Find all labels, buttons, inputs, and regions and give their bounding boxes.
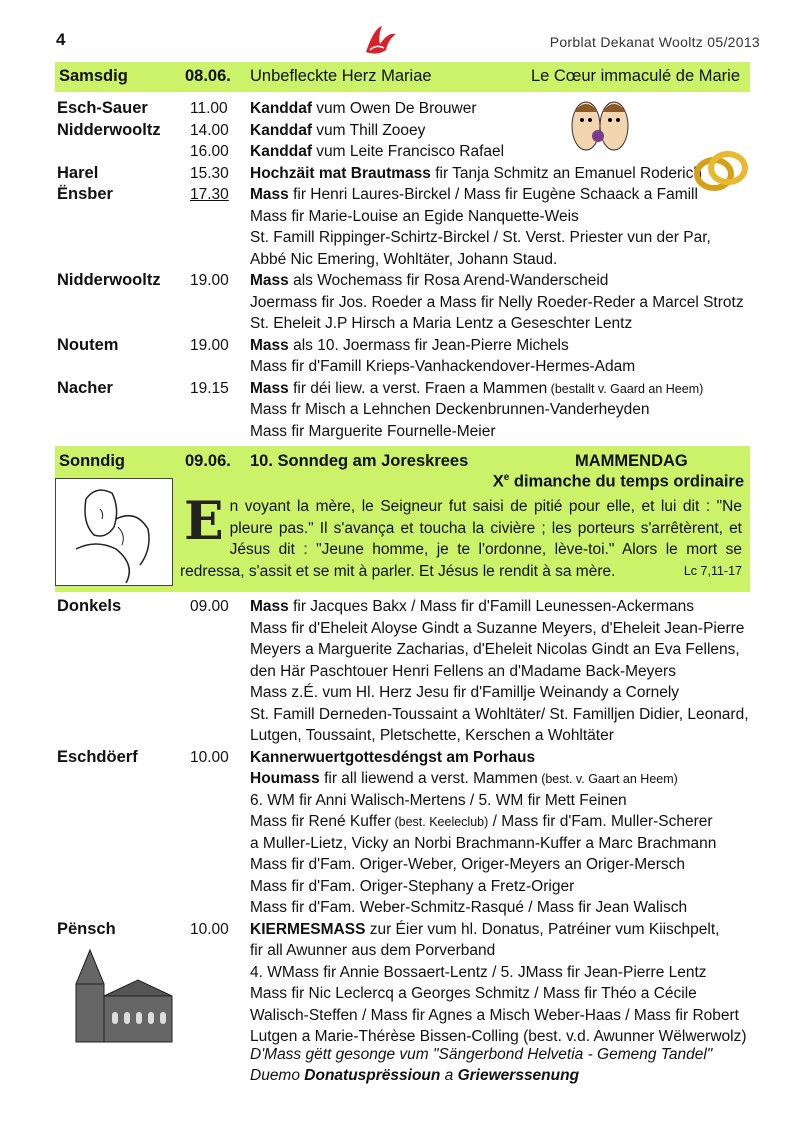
entry-text <box>250 725 614 747</box>
entry-text <box>250 962 707 984</box>
time-label: 16.00 <box>190 143 229 160</box>
entry-text <box>250 876 574 898</box>
entry-bold: Mass <box>250 272 289 289</box>
entry-rest: Joermass fir Jos. Roeder a Mass fir Nelly Roeder-Reder a Marcel Strotz <box>250 293 744 311</box>
entry-rest: Mass fir d'Fam. Origer-Stephany a Fretz-Origer <box>250 877 575 895</box>
dove-logo-icon <box>360 22 400 58</box>
time-label: 19.15 <box>190 379 229 397</box>
entry-rest: Mass fr Misch a Lehnchen Deckenbrunnen-Vanderheyden <box>250 401 650 418</box>
entry-text <box>250 747 535 769</box>
entry-rest: fir Tanja Schmitz an Emanuel Roderich <box>430 164 702 182</box>
feast-lb: Unbefleckte Herz Mariae <box>250 67 432 85</box>
entry-note: (bestallt v. Gaard an Heem) <box>547 381 704 396</box>
gospel-quote <box>180 491 742 582</box>
entry-text <box>250 421 496 443</box>
entry-rest: Meyers a Marguerite Zacharias, d'Eheleit Nicolas Gindt an Eva Fellens, <box>250 641 740 658</box>
entry-text <box>250 618 744 640</box>
entry-rest: fir déi liew. a verst. Fraen a Mammen <box>288 379 548 397</box>
entry-rest: fir Henri Laures-Birckel / Mass fir Eugène Schaack a Famill <box>288 186 698 203</box>
entry-rest: als 10. Joermass fir Jean-Pierre Michels <box>288 336 569 354</box>
entry-text <box>250 227 711 249</box>
entry-rest: Mass z.É. vum Hl. Herz Jesu fir d'Famillje Weinandy a Cornely <box>250 684 680 701</box>
place-name: Noutem <box>57 335 119 354</box>
entry-rest: Lutgen a Marie-Thérèse Bissen-Colling (best. v.d. Awunner Wëlwerwolz) <box>250 1028 747 1045</box>
entry-rest: St. Famill Derneden-Toussaint a Wohltäter/ St. Familljen Didier, Leonard, <box>250 705 749 723</box>
entry-rest: a Muller-Lietz, Vicky an Norbi Brachmann-Kuffer a Marc Brachmann <box>250 834 717 852</box>
time-label: 10.00 <box>190 920 229 938</box>
entry-rest: Walisch-Steffen / Mass fir Agnes a Misch Weber-Haas / Mass fir Robert <box>250 1006 739 1024</box>
entry-text <box>250 790 627 812</box>
gospel-reference: Lc 7,11-17 <box>683 563 742 578</box>
entry-text <box>250 98 477 120</box>
entry-rest: zur Éier vum hl. Donatus, Patréiner vum Kiischpelt, <box>365 920 720 938</box>
entry-bold: Mass <box>250 336 289 354</box>
place-name: Nidderwooltz <box>57 120 161 139</box>
place-name: Ënsber <box>57 185 113 203</box>
entry-text <box>250 704 749 726</box>
entry-rest: Mass fir Marguerite Fournelle-Meier <box>250 422 496 440</box>
entry-bold: Kanddaf <box>250 100 312 117</box>
entry-rest: als Wochemass fir Rosa Arend-Wanderscheid <box>288 272 609 289</box>
entry-rest: fir all Awunner aus dem Porverband <box>250 942 496 959</box>
sunday-title: 10. Sonndeg am Joreskrees <box>250 452 469 470</box>
time-label: 15.30 <box>190 164 229 182</box>
day-label: Sonndig <box>59 452 125 470</box>
entry-text <box>250 206 579 228</box>
entry-text <box>250 919 719 941</box>
entry-text <box>250 1005 739 1027</box>
wedding-rings-icon <box>692 144 750 198</box>
entry-rest: vum Thill Zooey <box>312 121 426 139</box>
entry-bold: Mass <box>250 186 289 203</box>
day-label: Samsdig <box>59 67 128 85</box>
entry-rest: Mass fir d'Famill Krieps-Vanhackendover-Hermes-Adam <box>250 358 636 375</box>
time-label: 14.00 <box>190 121 229 139</box>
time-label: 10.00 <box>190 748 229 766</box>
entry-bold: Kanddaf <box>250 143 312 160</box>
entry-bold: KIERMESMASS <box>250 920 366 938</box>
entry-rest: 4. WMass fir Annie Bossaert-Lentz / 5. JMass fir Jean-Pierre Lentz <box>250 963 707 981</box>
entry-text <box>250 897 687 919</box>
couple-cartoon-icon <box>568 96 632 156</box>
entry-rest: Mass fir René Kuffer <box>250 813 391 830</box>
entry-rest: Abbé Nic Emering, Wohltäter, Johann Staud. <box>250 250 558 268</box>
entry-text <box>250 983 697 1005</box>
gospel-text: n voyant la mère, le Seigneur fut saisi de pitié pour elle, et lui dit : "Ne pleure pas." Il s'avança et toucha la civière ; les porteurs s'arrêtèrent, et Jésus dit : "Jeune homme, je te l'ordonne, lève-toi." Alors le mort se redressa, s'assit et se mit à parler. Et Jésus le rendit à sa mère. <box>180 498 742 580</box>
entry-rest: vum Leite Francisco Rafael <box>312 143 505 160</box>
entry-text <box>250 313 632 335</box>
saturday-header-band <box>55 62 750 92</box>
time-label: 19.00 <box>190 336 229 354</box>
mother-child-illustration-icon <box>55 478 173 586</box>
entry-text <box>250 270 608 292</box>
entry-bold: Kannerwuertgottesdéngst am Porhaus <box>250 748 536 766</box>
feast-fr: Le Cœur immaculé de Marie <box>530 67 740 85</box>
place-name: Nacher <box>57 378 113 397</box>
place-name: Donkels <box>57 597 122 615</box>
entry-rest: fir Jacques Bakx / Mass fir d'Famill Leunessen-Ackermans <box>288 598 695 615</box>
entry-bold: Mass <box>250 598 289 615</box>
publication-title: Porblat Dekanat Wooltz 05/2013 <box>549 34 760 50</box>
entry-bold: Mass <box>250 379 289 397</box>
entry-text <box>250 335 569 357</box>
place-name: Esch-Sauer <box>57 99 148 117</box>
entry-text <box>250 399 650 421</box>
entry-text <box>250 682 679 704</box>
time-label: 19.00 <box>190 272 229 289</box>
time-label: 09.00 <box>190 598 229 615</box>
date-label: 09.06. <box>185 452 231 470</box>
entry-text <box>250 833 716 855</box>
entry-rest: St. Eheleit J.P Hirsch a Maria Lentz a Geseschter Lentz <box>250 315 633 332</box>
entry-rest: fir all liewend a verst. Mammen <box>319 770 538 787</box>
entry-bold: Houmass <box>250 770 320 787</box>
entry-text <box>250 356 635 378</box>
entry-note: (best. Keeleclub) <box>391 815 489 829</box>
entry-text <box>250 184 698 206</box>
entry-text <box>250 163 702 185</box>
time-label: 17.30 <box>190 186 229 203</box>
entry-text <box>250 639 740 661</box>
note-choir: D'Mass gëtt gesonge vum "Sängerbond Helvetia - Gemeng Tandel" <box>250 1046 713 1063</box>
sunday-title-fr: Xe dimanche du temps ordinaire <box>492 472 744 491</box>
entry-text <box>250 249 557 271</box>
entry-text <box>250 854 685 876</box>
place-name: Nidderwooltz <box>57 271 161 289</box>
time-label: 11.00 <box>190 100 228 117</box>
entry-rest: 6. WM fir Anni Walisch-Mertens / 5. WM fir Mett Feinen <box>250 791 627 809</box>
place-name: Harel <box>57 163 99 182</box>
entry-bold: Kanddaf <box>250 121 312 139</box>
entry-text <box>250 292 744 314</box>
entry-note: (best. v. Gaart an Heem) <box>537 772 678 786</box>
date-label: 08.06. <box>185 67 231 85</box>
note-procession: Duemo Donatusprëssioun a Griewerssenung <box>250 1067 580 1084</box>
entry-rest: den Här Paschtouer Henri Fellens an d'Madame Back-Meyers <box>250 662 676 680</box>
entry-text <box>250 378 703 401</box>
drop-cap: E <box>184 491 224 552</box>
entry-text <box>250 811 713 834</box>
church-drawing-icon <box>70 944 176 1046</box>
entry-text <box>250 141 504 163</box>
entry-rest: Mass fir d'Eheleit Aloyse Gindt a Suzanne Meyers, d'Eheleit Jean-Pierre <box>250 619 745 637</box>
entry-text <box>250 768 678 791</box>
entry-rest: Mass fir d'Fam. Origer-Weber, Origer-Meyers an Origer-Mersch <box>250 856 686 873</box>
entry-text <box>250 661 676 683</box>
place-name: Pënsch <box>57 919 116 938</box>
entry-rest: / Mass fir d'Fam. Muller-Scherer <box>488 813 713 830</box>
entry-rest: St. Famill Rippinger-Schirtz-Birckel / St. Verst. Priester vun der Par, <box>250 229 711 246</box>
entry-rest: Mass fir Marie-Louise an Egide Nanquette-Weis <box>250 207 579 225</box>
mother-day-label: MAMMENDAG <box>575 452 688 470</box>
entry-text <box>250 120 425 142</box>
place-name: Eschdöerf <box>57 747 138 766</box>
entry-bold: Hochzäit mat Brautmass <box>250 164 431 182</box>
entry-rest: Mass fir d'Fam. Weber-Schmitz-Rasqué / Mass fir Jean Walisch <box>250 899 688 916</box>
entry-rest: Mass fir Nic Leclercq a Georges Schmitz / Mass fir Théo a Cécile <box>250 985 697 1002</box>
entry-text <box>250 940 495 962</box>
entry-rest: vum Owen De Brouwer <box>312 100 477 117</box>
entry-text <box>250 596 694 618</box>
entry-rest: Lutgen, Toussaint, Pletschette, Kerschen a Wohltäter <box>250 727 614 744</box>
page-number: 4 <box>56 30 66 49</box>
